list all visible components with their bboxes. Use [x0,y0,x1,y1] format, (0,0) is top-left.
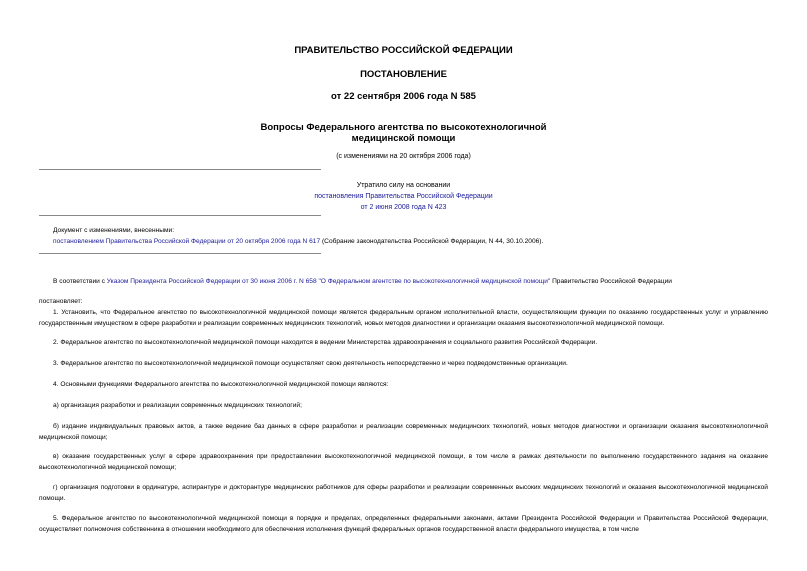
title-line-2: медицинской помощи [351,133,456,144]
paragraph-3: 3. Федеральное агентство по высокотехнологичной медицинской помощи осуществляет свою деятельность непосредственно и через подведомственные организации. [53,360,568,367]
preamble [53,276,768,287]
amendments-intro: Документ с изменениями, внесенными: [53,227,175,234]
subparagraph-a: а) организация разработки и реализации современных медицинских технологий; [53,402,302,409]
divider-line [39,169,321,170]
subparagraph-g: г) организация подготовки в ординатуре, аспирантуре и докторантуре медицинских работников для сферы разработки и реализации современных высоких медицинских технологий и оказания высокотехнологичной медицинской помощи. [39,484,768,502]
paragraph-1: 1. Установить, что Федеральное агентство по высокотехнологичной медицинской помощи является федеральным органом исполнительной власти, осуществляющим функции по оказанию государственных услуг и управлению государственным имуществом в сфере разработки и реализации современных медицинских технологий, новых методов диагностики и организации оказания высокотехнологичной медицинской помощи. [39,309,768,327]
divider-line [39,253,321,254]
document-type-heading: ПОСТАНОВЛЕНИЕ [360,69,447,80]
paragraph-4: 4. Основными функциями Федерального агентства по высокотехнологичной медицинской помощи являются: [53,381,389,388]
status-block [0,180,807,213]
title-line-1: Вопросы Федерального агентства по высокотехнологичной [260,122,547,133]
amendment-decree-link[interactable]: постановлением Правительства Российской Федерации от 20 октября 2006 года N 617 [53,238,321,245]
status-line: Утратило силу на основании [356,182,451,189]
preamble-end: Правительство Российской Федерации [550,278,672,285]
paragraph-5: 5. Федеральное агентство по высокотехнологичной медицинской помощи в порядке и пределах, определенных федеральными законами, актами Президента Российской Федерации и Правительства Российской Федерации, осуществляет полномочия собственника в отношении необходимого для обеспечения исполнения функций федеральных органов государственной власти федерального имущества, в том числе [39,515,768,533]
subparagraph-v: в) оказание государственных услуг в сфере здравоохранения при предоставлении высокотехнологичной медицинской помощи, в том числе в рамках деятельности по выполнению государственного задания на оказание высокотехнологичной медицинской помощи; [39,453,768,471]
repeal-decree-link-line-2[interactable]: от 2 июня 2008 года N 423 [360,204,447,211]
amendment-source: (Собрание законодательства Российской Федерации, N 44, 30.10.2006). [320,238,544,245]
document-title [0,122,807,144]
amendments-block [53,225,768,247]
paragraph-2: 2. Федеральное агентство по высокотехнологичной медицинской помощи находится в ведении Министерства здравоохранения и социального развития Российской Федерации. [53,339,598,346]
changes-note: (с изменениями на 20 октября 2006 года) [336,153,471,160]
date-number-heading: от 22 сентября 2006 года N 585 [331,91,476,102]
president-decree-link[interactable]: Указом Президента Российской Федерации от 30 июня 2006 г. N 658 "О Федеральном агентстве по высокотехнологичной медицинской помощи" [106,278,551,285]
resolves-word: постановляет: [39,298,83,305]
organization-heading: ПРАВИТЕЛЬСТВО РОССИЙСКОЙ ФЕДЕРАЦИИ [294,45,513,56]
preamble-start: В соответствии с [53,278,107,285]
subparagraph-b: б) издание индивидуальных правовых актов, а также ведение баз данных в сфере разработки и реализации современных медицинских технологий, новых методов диагностики и организации оказания высокотехнологичной медицинской помощи; [39,423,768,441]
divider-line [39,215,321,216]
repeal-decree-link-line-1[interactable]: постановления Правительства Российской Федерации [314,193,493,200]
